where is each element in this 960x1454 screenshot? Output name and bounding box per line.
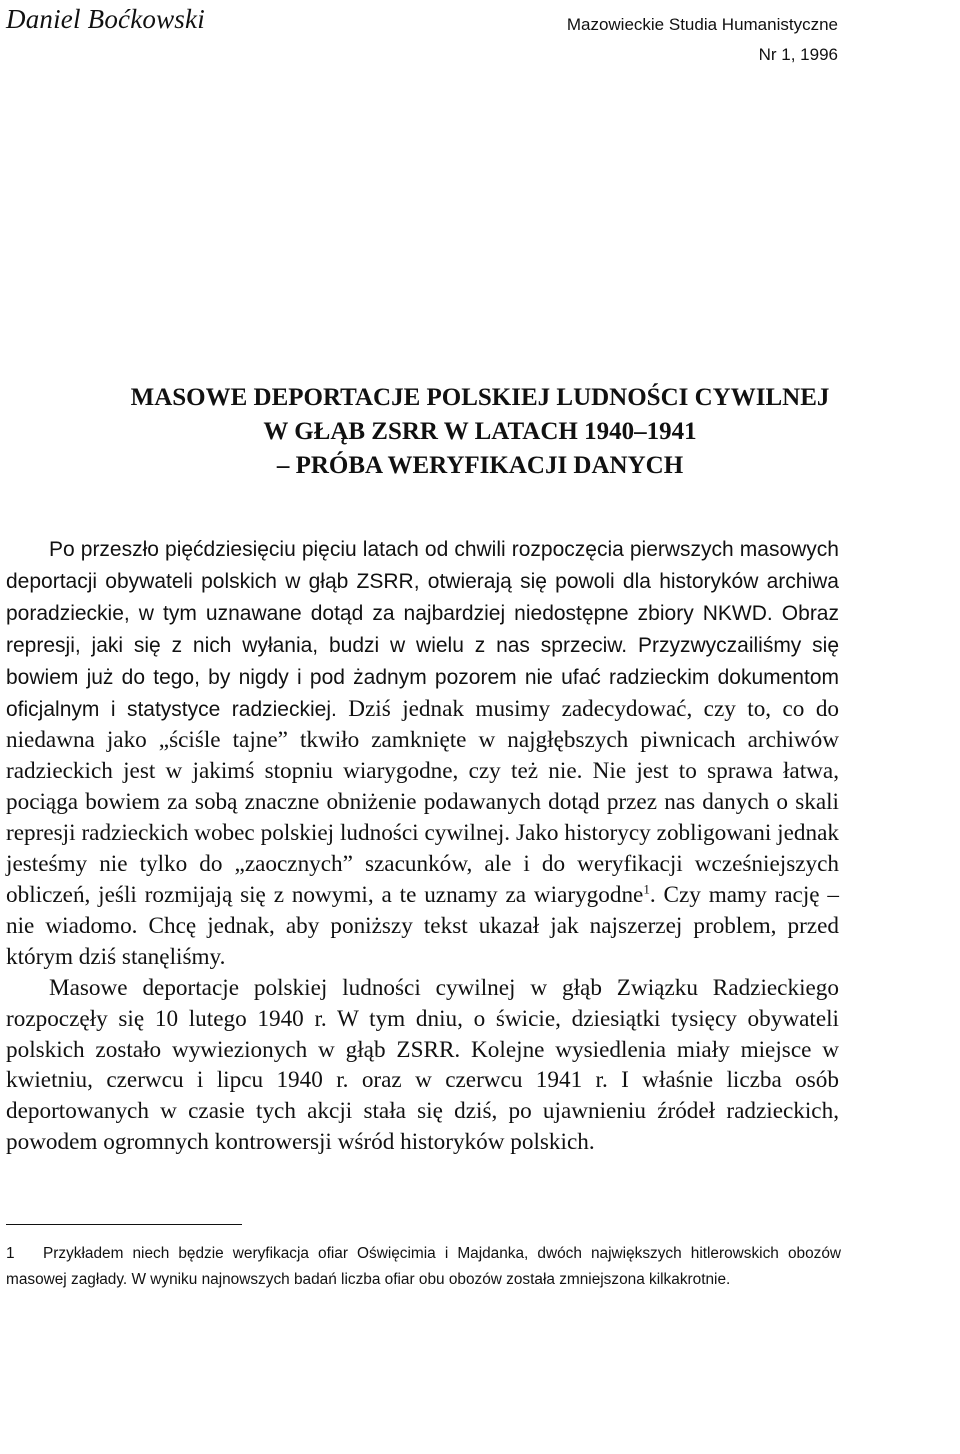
paragraph-1 — [6, 534, 839, 973]
footnote — [6, 1241, 841, 1293]
paragraph-2: Masowe deportacje polskiej ludności cywilnej w głąb Związku Radzieckiego rozpoczęły się 10 lutego 1940 r. W tym dniu, o świcie, dziesiątki tysięcy obywateli polskich zostało wywiezionych w głąb ZSRR. Kolejne wysiedlenia miały miejsce w kwietniu, czerwcu i lipcu 1940 r. oraz w czerwcu 1941 r. I właśnie liczba osób deportowanych w czasie tych akcji stała się dziś, po ujawnieniu źródeł radzieckich, powodem ogromnych kontrowersji wśród historyków polskich. — [6, 974, 839, 1156]
footnote-number: 1 — [6, 1245, 15, 1262]
article-title — [30, 381, 930, 483]
paragraph-1-part-3: . Czy mamy rację – nie wiadomo. Chcę jednak, aby poniższy tekst ukazał jak najszerzej problem, przed którym dziś stanęliśmy. — [6, 881, 839, 970]
paragraph-1-part-1: Po przeszło pięćdziesięciu pięciu latach od chwili rozpoczęcia pierwszych masowych deportacji obywateli polskich w głąb ZSRR, otwierają się powoli dla historyków archiwa poradzieckie, w tym uznawane dotąd za najbardziej niedostępne zbiory NKWD. Obraz represji, jaki się z nich wyłania, budzi w wielu z nas sprzeciw. Przyzwyczailiśmy się bowiem już do tego, by nigdy i pod żadnym pozorem nie ufać radzieckim dokumentom oficjalnym i statystyce radzieckiej. — [6, 538, 839, 721]
article-body — [6, 534, 839, 1158]
journal-title: Mazowieckie Studia Humanistyczne — [566, 15, 838, 34]
journal-issue: Nr 1, 1996 — [758, 45, 838, 64]
footnote-reference: 1 — [643, 881, 650, 897]
journal-info — [567, 10, 838, 70]
title-line-3: – PRÓBA WERYFIKACJI DANYCH — [276, 452, 684, 479]
footnote-text: Przykładem niech będzie weryfikacja ofiar Oświęcimia i Majdanka, dwóch największych hitlerowskich obozów masowej zagłady. W wyniku najnowszych badań liczba ofiar obu obozów została zmniejszona kilkakrotnie. — [6, 1245, 841, 1288]
footnote-divider — [6, 1224, 242, 1225]
paragraph-1-part-2: Dziś jednak musimy zadecydować, czy to, co do niedawna jako „ściśle tajne” tkwiło zamknięte w najgłębszych piwnicach archiwów radzieckich jest w jakimś stopniu wiarygodne, czy też nie. Nie jest to sprawa łatwa, pociąga bowiem za sobą znaczne obniżenie podawanych dotąd przez nas danych o skali represji radzieckich wobec polskiej ludności cywilnej. Jako historycy zobligowani jednak jesteśmy nie tylko do „zaocznych” szacunków, ale i do weryfikacji wcześniejszych obliczeń, jeśli rozmijają się z nowymi, a te uznamy za wiarygodne — [6, 695, 840, 908]
author-name: Daniel Boćkowski — [6, 4, 205, 34]
title-line-1: MASOWE DEPORTACJE POLSKIEJ LUDNOŚCI CYWILNEJ — [130, 384, 830, 411]
title-line-2: W GŁĄB ZSRR W LATACH 1940–1941 — [263, 418, 697, 445]
